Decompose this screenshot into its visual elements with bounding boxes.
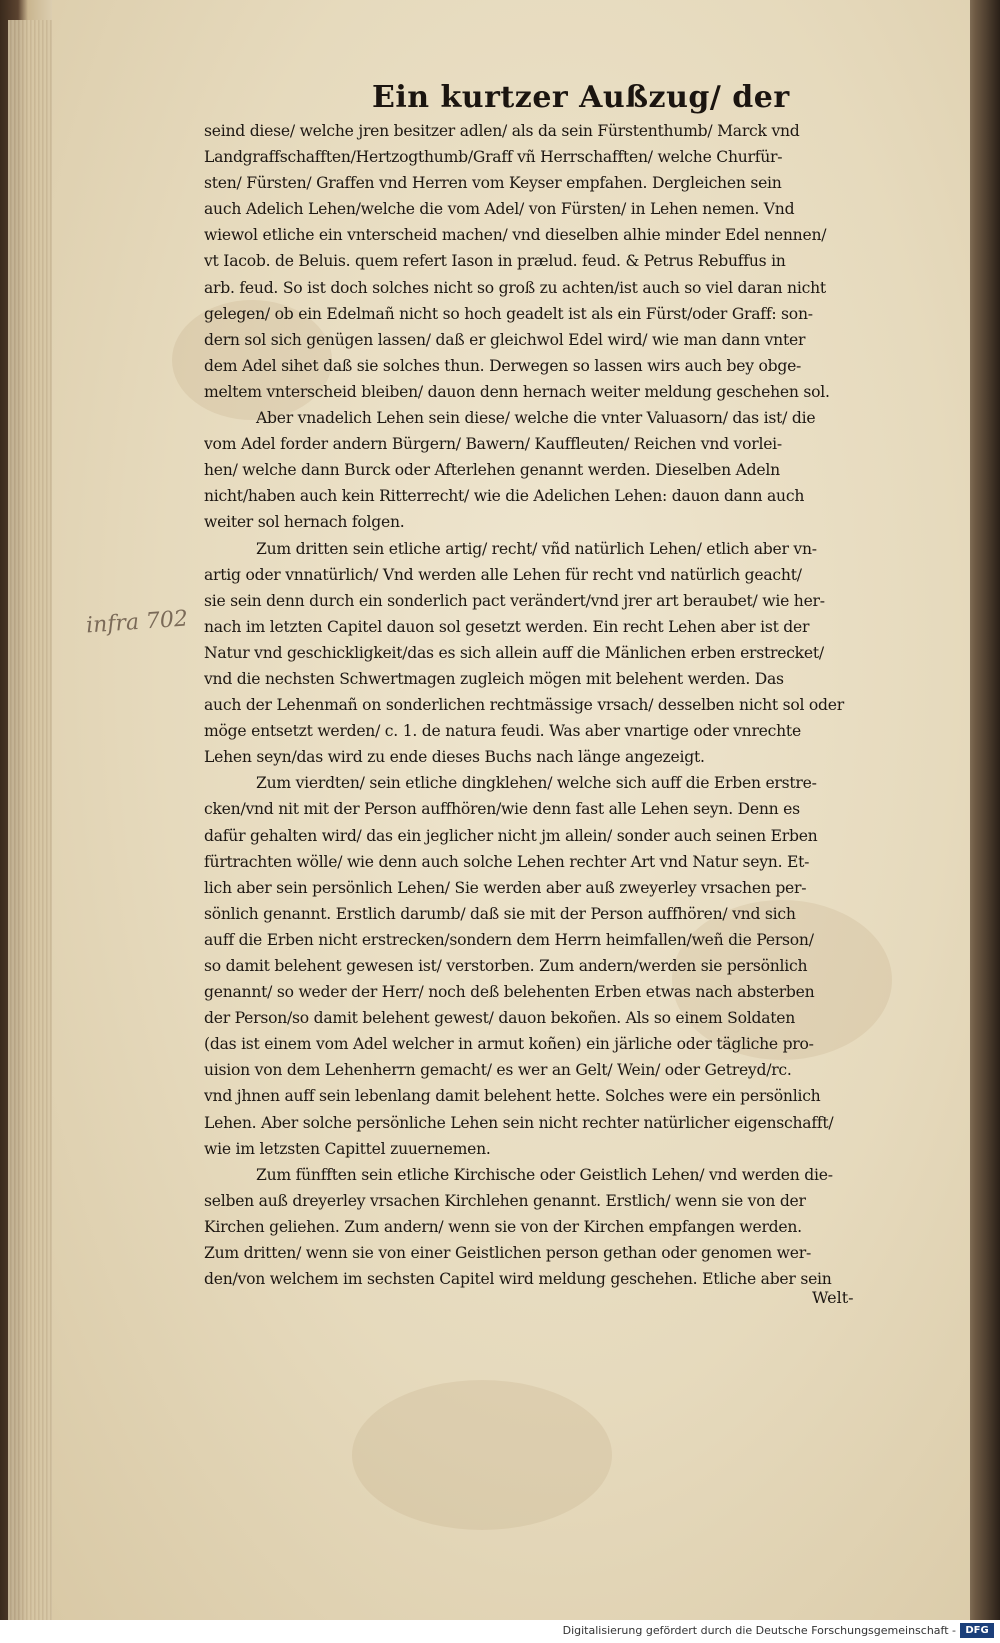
paper-stain bbox=[352, 1380, 612, 1530]
catchword: Welt- bbox=[812, 1288, 854, 1307]
running-head-title: Ein kurtzer Außzug/ der bbox=[372, 80, 790, 115]
text-line: Zum dritten sein etliche artig/ recht/ vñd natürlich Lehen/ etlich aber vn- bbox=[256, 539, 817, 558]
text-line: artig oder vnnatürlich/ Vnd werden alle Lehen für recht vnd natürlich geacht/ bbox=[204, 565, 802, 584]
text-line: der Person/so damit belehent gewest/ dauon bekoñen. Als so einem Soldaten bbox=[204, 1009, 796, 1028]
text-line: dern sol sich genügen lassen/ daß er gleichwol Edel wird/ wie man dann vnter bbox=[204, 330, 806, 349]
page-body-text bbox=[204, 118, 884, 1292]
text-line: Lehen seyn/das wird zu ende dieses Buchs nach länge angezeigt. bbox=[204, 748, 705, 767]
text-line: so damit belehent gewesen ist/ verstorben. Zum andern/werden sie persönlich bbox=[204, 957, 808, 975]
text-line: vom Adel forder andern Bürgern/ Bawern/ Kauffleuten/ Reichen vnd vorlei- bbox=[204, 435, 782, 454]
text-line: hen/ welche dann Burck oder Afterlehen genannt werden. Dieselben Adeln bbox=[204, 461, 780, 480]
text-line: sie sein denn durch ein sonderlich pact verändert/vnd jrer art beraubet/ wie her- bbox=[204, 591, 825, 610]
text-line: uision von dem Lehenherrn gemacht/ es wer an Gelt/ Wein/ oder Getreyd/rc. bbox=[204, 1061, 792, 1080]
text-line: Landgraffschafften/Hertzogthumb/Graff vñ Herrschafften/ welche Churfür- bbox=[204, 148, 783, 167]
text-line: fürtrachten wölle/ wie denn auch solche Lehen rechter Art vnd Natur seyn. Et- bbox=[204, 852, 810, 871]
text-line: seind diese/ welche jren besitzer adlen/ als da sein Fürstenthumb/ Marck vnd bbox=[204, 122, 800, 140]
text-line: dafür gehalten wird/ das ein jeglicher nicht jm allein/ sonder auch seinen Erben bbox=[204, 826, 818, 845]
text-line: selben auß dreyerley vrsachen Kirchlehen genannt. Erstlich/ wenn sie von der bbox=[204, 1191, 806, 1210]
text-line: Aber vnadelich Lehen sein diese/ welche die vnter Valuasorn/ das ist/ die bbox=[256, 409, 816, 428]
text-line: gelegen/ ob ein Edelmañ nicht so hoch geadelt ist als ein Fürst/oder Graff: son- bbox=[204, 304, 813, 323]
text-line: wiewol etliche ein vnterscheid machen/ vnd dieselben alhie minder Edel nennen/ bbox=[204, 226, 827, 245]
text-line: dem Adel sihet daß sie solches thun. Derwegen so lassen wirs auch bey obge- bbox=[204, 356, 802, 375]
text-line: Lehen. Aber solche persönliche Lehen sein nicht rechter natürlicher eigenschafft/ bbox=[204, 1113, 834, 1132]
text-line: Natur vnd geschickligkeit/das es sich allein auff die Mänlichen erben erstrecket/ bbox=[204, 643, 824, 662]
text-line: (das ist einem vom Adel welcher in armut koñen) ein järliche oder tägliche pro- bbox=[204, 1035, 814, 1054]
text-line: vnd jhnen auff sein lebenlang damit belehent hette. Solches were ein persönlich bbox=[204, 1087, 821, 1106]
text-line: nach im letzten Capitel dauon sol gesetzt werden. Ein recht Lehen aber ist der bbox=[204, 617, 810, 636]
text-line: genannt/ so weder der Herr/ noch deß belehenten Erben etwas nach absterben bbox=[204, 983, 815, 1002]
book-page-edges bbox=[8, 20, 52, 1620]
footer-credit-text: Digitalisierung gefördert durch die Deutsche Forschungsgemeinschaft - bbox=[562, 1624, 956, 1637]
text-line: Kirchen geliehen. Zum andern/ wenn sie von der Kirchen empfangen werden. bbox=[204, 1217, 802, 1236]
text-line: vnd die nechsten Schwertmagen zugleich mögen mit belehent werden. Das bbox=[204, 669, 784, 688]
text-line: vt Iacob. de Beluis. quem refert Iason in prælud. feud. & Petrus Rebuffus in bbox=[204, 252, 786, 271]
text-line: den/von welchem im sechsten Capitel wird meldung geschehen. Etliche aber sein bbox=[204, 1270, 832, 1289]
text-line: möge entsetzt werden/ c. 1. de natura feudi. Was aber vnartige oder vnrechte bbox=[204, 722, 801, 741]
text-line: arb. feud. So ist doch solches nicht so groß zu achten/ist auch so viel daran nicht bbox=[204, 278, 826, 297]
text-line: sten/ Fürsten/ Graffen vnd Herren vom Keyser empfahen. Dergleichen sein bbox=[204, 174, 782, 193]
text-line: cken/vnd nit mit der Person auffhören/wie denn fast alle Lehen seyn. Denn es bbox=[204, 800, 800, 819]
text-line: nicht/haben auch kein Ritterrecht/ wie die Adelichen Lehen: dauon dann auch bbox=[204, 487, 805, 506]
text-line: Zum fünfften sein etliche Kirchische oder Geistlich Lehen/ vnd werden die- bbox=[256, 1165, 833, 1184]
text-line: sönlich genannt. Erstlich darumb/ daß sie mit der Person auffhören/ vnd sich bbox=[204, 904, 796, 923]
dfg-logo: DFG bbox=[960, 1623, 994, 1638]
digitization-footer bbox=[0, 1620, 1000, 1643]
text-line: Zum vierdten/ sein etliche dingklehen/ welche sich auff die Erben erstre- bbox=[256, 774, 817, 793]
text-line: wie im letzsten Capittel zuuernemen. bbox=[204, 1139, 491, 1158]
text-line: weiter sol hernach folgen. bbox=[204, 513, 405, 532]
text-line: auff die Erben nicht erstrecken/sondern dem Herrn heimfallen/weñ die Person/ bbox=[204, 930, 814, 949]
text-line: auch der Lehenmañ on sonderlichen rechtmässige vrsach/ desselben nicht sol oder bbox=[204, 696, 844, 715]
text-line: meltem vnterscheid bleiben/ dauon denn hernach weiter meldung geschehen sol. bbox=[204, 382, 830, 401]
text-line: lich aber sein persönlich Lehen/ Sie werden aber auß zweyerley vrsachen per- bbox=[204, 878, 807, 897]
margin-annotation: infra 702 bbox=[85, 606, 189, 639]
text-line: auch Adelich Lehen/welche die vom Adel/ von Fürsten/ in Lehen nemen. Vnd bbox=[204, 200, 795, 219]
text-line: Zum dritten/ wenn sie von einer Geistlichen person gethan oder genomen wer- bbox=[204, 1244, 811, 1263]
